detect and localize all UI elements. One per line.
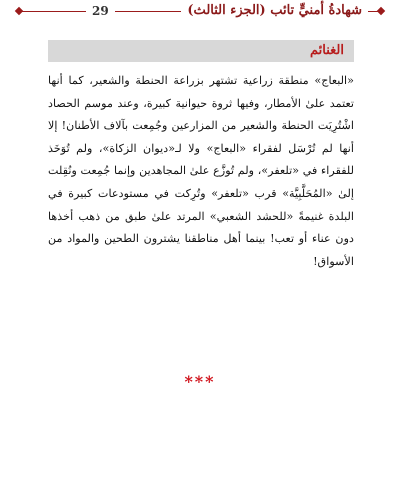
section-heading-band (48, 40, 354, 62)
section-title: الغنائم (310, 43, 344, 58)
diamond-ornament-icon (15, 7, 23, 15)
diamond-ornament-icon (377, 7, 385, 15)
body-text (48, 70, 354, 273)
running-title: شهادةُ أمنيٍّ تائب (الجزء الثالث) (181, 2, 368, 20)
page-header (0, 0, 400, 24)
page-number: 29 (86, 2, 115, 20)
paragraph: «البعاج» منطقة زراعية تشتهر بزراعة الحنطة والشعير، كما أنها تعتمد علىٰ الأمطار، وفيها ثروة حيوانية كبيرة، وعند موسم الحصاد اشْتُرِيَت الحنطة والشعير من المزارعين وجُمِعت بآلاف الأطنان! إلا أنها لم تُرْسَل لفقراء «البعاج» ولا لـ«ديوان الزكاة»، ولم تُوَخَذ للفقراء في «تلعفر»، ولم تُوزَّع علىٰ المجاهدين وإنما جُمِعت ونُقِلت إلىٰ «المُحَلَّبِيَّة» قرب «تلعفر» وتُرِكت في مستودعات كبيرة في البلدة غنيمةً «للحشد الشعبي» المرتد علىٰ طبق من ذهب أخذها دون عناء أو تعب! بينما أهل مناطقنا يشترون الطحين والمواد من الأسواق! (48, 74, 354, 268)
section-separator: *** (184, 372, 216, 391)
